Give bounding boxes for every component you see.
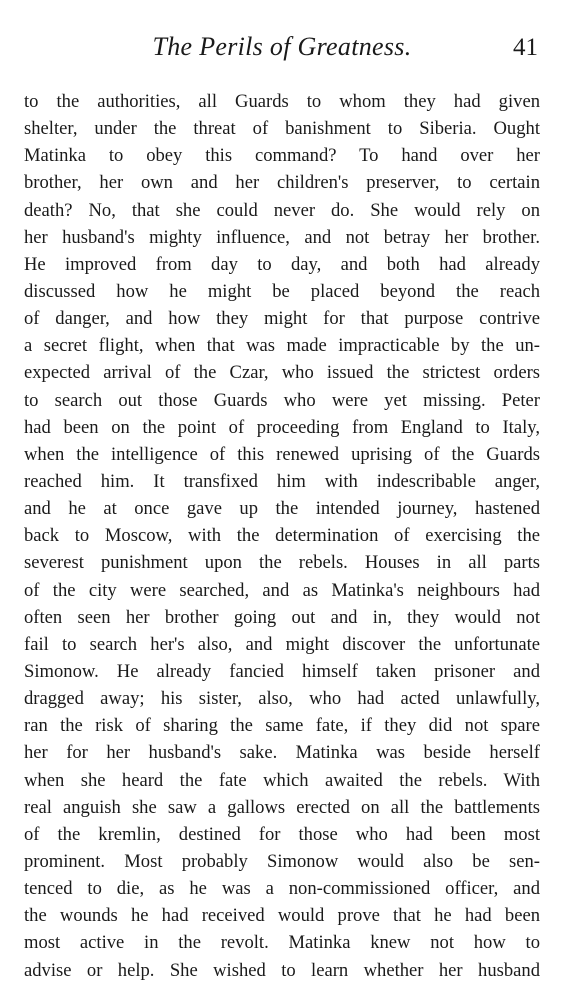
- page-number: 41: [513, 34, 538, 61]
- text-line: Matinka to obey this command? To hand over her: [24, 145, 540, 167]
- text-line: shelter, under the threat of banishment to Siberia. Ought: [24, 118, 540, 140]
- text-line: when she heard the fate which awaited the rebels. With: [24, 769, 540, 791]
- body-text: [24, 88, 540, 984]
- text-line: the wounds he had received would prove that he had been: [24, 905, 540, 927]
- text-line: prominent. Most probably Simonow would also be sen-: [24, 850, 540, 872]
- text-line: her husband's mighty influence, and not betray her brother.: [24, 226, 540, 248]
- text-line: often seen her brother going out and in, they would not: [24, 606, 540, 628]
- text-line: advise or help. She wished to learn whether her husband: [24, 959, 540, 981]
- text-line: real anguish she saw a gallows erected on all the battlements: [24, 796, 540, 818]
- text-line: tenced to die, as he was a non-commissioned officer, and: [24, 878, 540, 900]
- text-line: discussed how he might be placed beyond the reach: [24, 280, 540, 302]
- text-line: of danger, and how they might for that purpose contrive: [24, 308, 540, 330]
- text-line: and he at once gave up the intended journey, hastened: [24, 498, 540, 520]
- text-line: severest punishment upon the rebels. Houses in all parts: [24, 552, 540, 574]
- text-line: back to Moscow, with the determination of exercising the: [24, 525, 540, 547]
- running-head: [24, 32, 540, 72]
- text-line: expected arrival of the Czar, who issued the strictest orders: [24, 362, 540, 384]
- text-line: to search out those Guards who were yet missing. Peter: [24, 389, 540, 411]
- text-line: of the kremlin, destined for those who had been most: [24, 823, 540, 845]
- text-line: ran the risk of sharing the same fate, if they did not spare: [24, 715, 540, 737]
- text-line: most active in the revolt. Matinka knew not how to: [24, 932, 540, 954]
- text-line: He improved from day to day, and both had already: [24, 253, 540, 275]
- text-line: dragged away; his sister, also, who had acted unlawfully,: [24, 688, 540, 710]
- text-line: to the authorities, all Guards to whom they had given: [24, 91, 540, 112]
- text-line: her for her husband's sake. Matinka was beside herself: [24, 742, 540, 764]
- text-line: of the city were searched, and as Matinka's neighbours had: [24, 579, 540, 601]
- text-line: death? No, that she could never do. She would rely on: [24, 199, 540, 221]
- text-line: Simonow. He already fancied himself taken prisoner and: [24, 660, 540, 682]
- text-line: a secret flight, when that was made impracticable by the un-: [24, 335, 540, 357]
- text-line: had been on the point of proceeding from England to Italy,: [24, 416, 540, 438]
- running-title: The Perils of Greatness.: [152, 32, 412, 61]
- text-line: when the intelligence of this renewed uprising of the Guards: [24, 443, 540, 465]
- text-line: fail to search her's also, and might discover the unfortunate: [24, 633, 540, 655]
- text-line: reached him. It transfixed him with indescribable anger,: [24, 470, 540, 492]
- text-line: brother, her own and her children's preserver, to certain: [24, 172, 540, 194]
